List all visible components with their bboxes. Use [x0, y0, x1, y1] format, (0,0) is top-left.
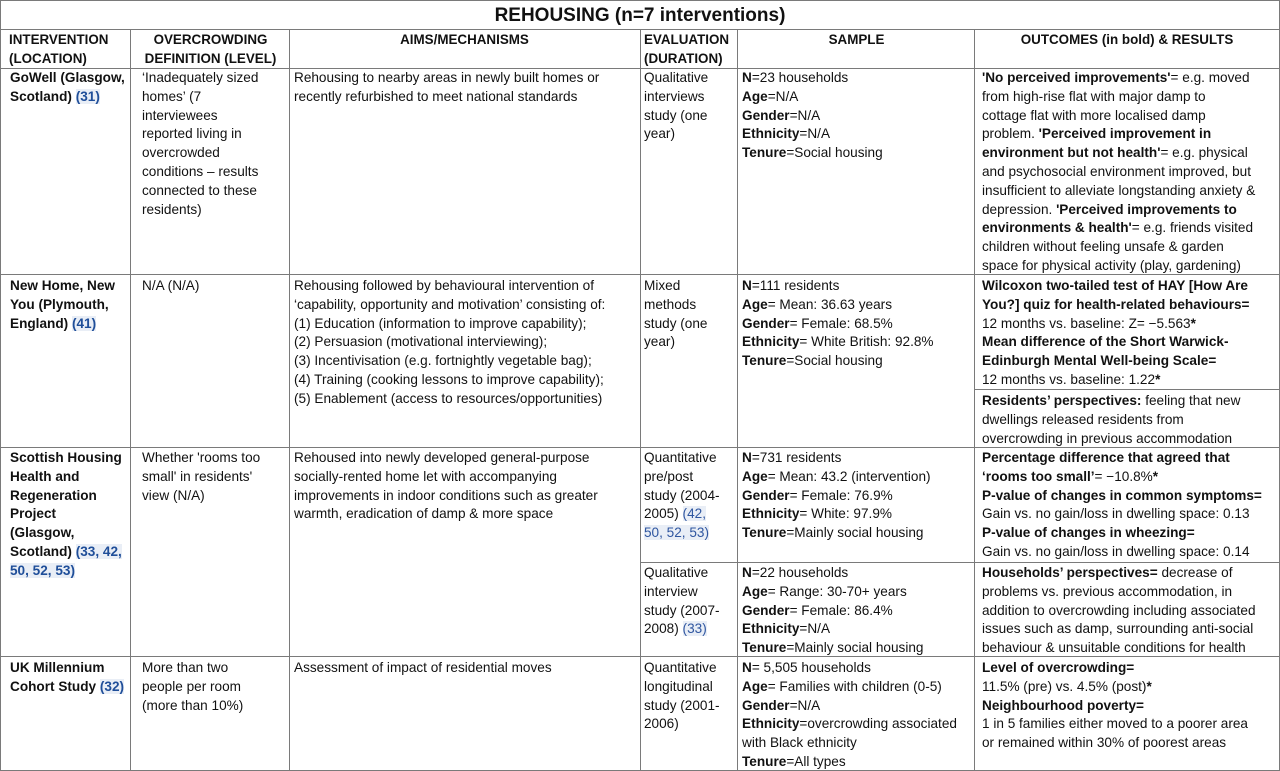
sample-line: [742, 468, 972, 487]
intervention-line: You (Plymouth,: [10, 296, 109, 312]
sample-value: =Social housing: [786, 145, 883, 161]
text-line: methods: [644, 296, 697, 312]
intervention-line: [10, 678, 130, 697]
text-line: N/A (N/A): [142, 278, 200, 293]
column-divider: [130, 30, 131, 770]
outcome-label: P-value of changes in wheezing=: [982, 525, 1195, 541]
sample-line: [742, 639, 972, 658]
scottish-intervention: [10, 449, 130, 581]
text-line: recently refurbished to meet national standards: [294, 88, 578, 104]
ukmcs-intervention: [10, 659, 130, 697]
intervention-line: New Home, New: [10, 278, 115, 293]
column-divider: [737, 30, 738, 770]
sample-value: =N/A: [789, 107, 821, 123]
sample-key: Ethnicity: [742, 716, 800, 732]
outcome-text: = −10.8%: [1094, 468, 1153, 484]
text-line: Quantitative: [644, 660, 717, 675]
outcome-label: Neighbourhood poverty=: [982, 697, 1144, 713]
outcome-label: environment but not health': [982, 145, 1161, 161]
text-line: year): [644, 334, 675, 350]
text-fragment: 2008): [644, 621, 683, 637]
intervention-line: Project: [10, 506, 57, 522]
outcome-text: Gain vs. no gain/loss in dwelling space: 0.13: [982, 506, 1250, 522]
sample-line: [742, 505, 972, 524]
outcome-text: 12 months vs. baseline: 1.22: [982, 371, 1156, 387]
intervention-text: Scotland): [10, 88, 76, 104]
outcome-text: from high-rise flat with major damp to: [982, 88, 1206, 104]
sample-line: [742, 125, 972, 144]
text-line: Mixed: [644, 278, 681, 293]
text-line: warmth, eradication of damp & more space: [294, 506, 554, 522]
outcome-line: [982, 392, 1278, 411]
sample-key: N: [742, 278, 752, 293]
sample-line: [742, 277, 972, 296]
text-line: view (N/A): [142, 487, 205, 503]
text-line: interviewees: [142, 107, 218, 123]
sample-key: Gender: [742, 487, 790, 503]
sample-key: Ethnicity: [742, 126, 800, 142]
column-divider: [974, 30, 975, 770]
sample-key: Gender: [742, 602, 790, 618]
text-line: Qualitative: [644, 565, 709, 580]
sample-line: [742, 449, 972, 468]
text-line: study (one: [644, 107, 708, 123]
outcome-label: environments & health': [982, 220, 1132, 236]
text-fragment: 2005): [644, 506, 683, 522]
text-line: reported living in: [142, 126, 242, 142]
scottish-evaluation-quant: [644, 449, 736, 543]
citation-link[interactable]: (31): [75, 88, 100, 104]
sample-value: with Black ethnicity: [742, 735, 857, 751]
outcome-line: [982, 315, 1278, 334]
sample-key: N: [742, 660, 752, 675]
sample-key: Ethnicity: [742, 506, 800, 522]
newhome-intervention: [10, 277, 130, 333]
citation-link[interactable]: (42,: [682, 506, 706, 522]
outcome-label: ‘rooms too small’: [982, 468, 1095, 484]
sample-line: [742, 333, 972, 352]
newhome-outcomes-quant: [982, 277, 1278, 390]
sample-key: Ethnicity: [742, 621, 800, 637]
scottish-sample-quant: [742, 449, 972, 543]
intervention-line: UK Millennium: [10, 660, 105, 675]
text-line: (2) Persuasion (motivational interviewing);: [294, 334, 548, 350]
column-divider: [289, 30, 290, 770]
sample-line: [742, 602, 972, 621]
scottish-sample-qual: [742, 564, 972, 658]
text-line: Rehousing followed by behavioural intervention of: [294, 278, 595, 293]
sample-value: =22 households: [751, 565, 849, 580]
sample-line: [742, 88, 972, 107]
outcome-line: [982, 163, 1278, 182]
sample-value: = Families with children (0-5): [767, 678, 942, 694]
sample-value: =731 residents: [751, 450, 842, 465]
outcome-label: 'No perceived improvements': [982, 70, 1171, 85]
header-intervention-line: (LOCATION): [9, 50, 87, 66]
outcome-text: = e.g. moved: [1170, 70, 1250, 85]
header-intervention: [9, 30, 129, 69]
outcome-line: [982, 88, 1278, 107]
scottish-evaluation-qual: [644, 564, 736, 639]
outcome-text: addition to overcrowding including associated: [982, 602, 1256, 618]
outcome-line: [982, 352, 1278, 371]
outcome-text: overcrowding in previous accommodation: [982, 430, 1233, 446]
header-aims: AIMS/MECHANISMS: [400, 32, 529, 47]
outcome-line: [982, 219, 1278, 238]
sample-value: =N/A: [799, 126, 831, 142]
intervention-line: [10, 88, 130, 107]
newhome-sample: [742, 277, 972, 371]
outcome-line: [982, 487, 1278, 506]
text-line: interviews: [644, 88, 705, 104]
header-overcrowding: [132, 30, 289, 69]
column-divider: [640, 30, 641, 770]
outcome-line: [982, 201, 1278, 220]
sample-value: =All types: [786, 753, 846, 769]
newhome-aims: [294, 277, 638, 409]
text-line: study (2004-: [644, 487, 720, 503]
outcome-line: [982, 678, 1278, 697]
text-line: More than two: [142, 660, 229, 675]
ukmcs-aims: [294, 659, 638, 678]
newhome-outcomes-qual: [982, 392, 1278, 448]
outcome-label: Wilcoxon two-tailed test of HAY [How Are: [982, 278, 1248, 293]
sample-key: Age: [742, 583, 768, 599]
text-line: ‘Inadequately sized: [142, 70, 259, 85]
sample-key: Gender: [742, 107, 790, 123]
gowell-overcrowding: [142, 69, 288, 219]
outcome-text: behaviour & unsuitable conditions for health: [982, 640, 1246, 656]
intervention-line: (Glasgow,: [10, 525, 75, 541]
citation-link[interactable]: 50, 52, 53): [644, 525, 709, 541]
sample-value: = White: 97.9%: [799, 506, 892, 522]
sample-key: Tenure: [742, 525, 787, 541]
outcome-line: [982, 238, 1278, 257]
text-line: overcrowded: [142, 145, 220, 161]
sample-line: [742, 144, 972, 163]
text-line: ‘capability, opportunity and motivation’ consisting of:: [294, 296, 606, 312]
outcome-line: [982, 564, 1278, 583]
outcome-line: [982, 430, 1278, 449]
outcome-label: Mean difference of the Short Warwick-: [982, 334, 1229, 350]
intervention-line: Health and: [10, 468, 80, 484]
text-line: conditions – results: [142, 163, 259, 179]
sample-line: [742, 107, 972, 126]
outcome-line: [982, 333, 1278, 352]
sample-key: Tenure: [742, 640, 787, 656]
outcome-line: [982, 734, 1278, 753]
sample-value: = Female: 68.5%: [789, 315, 893, 331]
gowell-aims: [294, 69, 638, 107]
sample-value: = Mean: 43.2 (intervention): [767, 468, 931, 484]
sample-line: [742, 659, 972, 678]
outcome-line: [982, 602, 1278, 621]
outcome-text: 11.5% (pre) vs. 4.5% (post): [982, 678, 1147, 694]
sample-value: =111 residents: [751, 278, 840, 293]
ukmcs-outcomes: [982, 659, 1278, 753]
text-line: residents): [142, 201, 202, 217]
outcome-label: *: [1155, 371, 1161, 387]
text-line: [644, 620, 736, 639]
text-line: study (2007-: [644, 602, 720, 618]
outcome-label: 'Perceived improvements to: [1056, 201, 1237, 217]
sample-value: =Social housing: [786, 353, 883, 369]
outcome-line: [982, 697, 1278, 716]
outcome-label: Edinburgh Mental Well-being Scale=: [982, 353, 1217, 369]
intervention-line: Scottish Housing: [10, 450, 122, 465]
outcome-text: children without feeling unsafe & garden: [982, 239, 1224, 255]
outcome-label: Residents’ perspectives:: [982, 393, 1142, 408]
sample-line: [742, 524, 972, 543]
outcome-label: Households’ perspectives=: [982, 565, 1158, 580]
text-line: (3) Incentivisation (e.g. fortnightly vegetable bag);: [294, 353, 592, 369]
text-line: Quantitative: [644, 450, 717, 465]
outcome-text: problems vs. previous accommodation, in: [982, 583, 1233, 599]
gowell-outcomes: [982, 69, 1278, 276]
outcome-text: space for physical activity (play, gardening): [982, 257, 1241, 273]
outcome-line: [982, 505, 1278, 524]
outcome-text: Gain vs. no gain/loss in dwelling space: 0.14: [982, 543, 1250, 559]
citation-link[interactable]: 50, 52, 53): [10, 562, 75, 578]
text-line: longitudinal: [644, 678, 713, 694]
outcome-line: [982, 715, 1278, 734]
sample-value: =23 households: [751, 70, 849, 85]
outcome-label: Percentage difference that agreed that: [982, 450, 1230, 465]
sample-line: [742, 715, 972, 734]
sample-value: = 5,505 households: [751, 660, 871, 675]
sample-line: [742, 753, 972, 771]
outcome-line: [982, 449, 1278, 468]
header-evaluation: [644, 30, 739, 69]
sample-line: [742, 583, 972, 602]
outcome-line: [982, 411, 1278, 430]
sample-line: [742, 296, 972, 315]
intervention-line: Regeneration: [10, 487, 97, 503]
sample-key: Age: [742, 468, 768, 484]
sample-value: =N/A: [767, 88, 799, 104]
text-line: [644, 524, 736, 543]
outcome-text: problem.: [982, 126, 1039, 142]
sample-line: [742, 487, 972, 506]
outcome-line: [982, 524, 1278, 543]
outcome-text: feeling that new: [1141, 393, 1241, 408]
text-line: small' in residents': [142, 468, 253, 484]
outcome-text: 12 months vs. baseline: Z= −5.563: [982, 315, 1191, 331]
outcome-text: issues such as damp, surrounding anti-social: [982, 621, 1254, 637]
ukmcs-sample: [742, 659, 972, 771]
sample-value: = Female: 86.4%: [789, 602, 893, 618]
outcome-text: = e.g. physical: [1160, 145, 1248, 161]
outcome-text: = e.g. friends visited: [1131, 220, 1254, 236]
text-line: connected to these: [142, 182, 257, 198]
outcome-text: or remained within 30% of poorest areas: [982, 735, 1227, 751]
outcome-text: dwellings released residents from: [982, 411, 1184, 427]
outcome-label: You?] quiz for health-related behaviours=: [982, 296, 1250, 312]
sample-key: Tenure: [742, 145, 787, 161]
text-line: interview: [644, 583, 698, 599]
text-line: study (2001-: [644, 697, 720, 713]
text-line: Rehoused into newly developed general-purpose: [294, 450, 590, 465]
sample-key: Age: [742, 678, 768, 694]
text-line: pre/post: [644, 468, 694, 484]
text-line: 2006): [644, 716, 679, 732]
intervention-text: Scotland): [10, 543, 76, 559]
header-overcrowding-line: DEFINITION (LEVEL): [144, 50, 277, 66]
header-intervention-line: INTERVENTION: [9, 32, 109, 47]
citation-link[interactable]: (33, 42,: [75, 543, 122, 559]
gowell-sample: [742, 69, 972, 163]
sample-line: [742, 69, 972, 88]
text-line: study (one: [644, 315, 708, 331]
sample-key: Age: [742, 296, 768, 312]
outcome-text: cottage flat with more localised damp: [982, 107, 1206, 123]
scottish-overcrowding: [142, 449, 288, 505]
header-evaluation-line: (DURATION): [644, 50, 723, 66]
text-line: (1) Education (information to improve capability);: [294, 315, 587, 331]
text-line: improvements in indoor conditions such as greater: [294, 487, 598, 503]
citation-link[interactable]: (33): [682, 621, 707, 637]
sample-key: Ethnicity: [742, 334, 800, 350]
outcome-text: 1 in 5 families either moved to a poorer area: [982, 716, 1248, 732]
text-line: Rehousing to nearby areas in newly built homes or: [294, 70, 600, 85]
outcome-label: 'Perceived improvement in: [1038, 126, 1212, 142]
sample-line: [742, 678, 972, 697]
sample-value: =Mainly social housing: [786, 525, 924, 541]
text-line: Whether 'rooms too: [142, 450, 261, 465]
sample-line: [742, 564, 972, 583]
text-line: socially-rented home let with accompanying: [294, 468, 557, 484]
outcome-label: P-value of changes in common symptoms=: [982, 487, 1262, 503]
text-line: homes’ (7: [142, 88, 202, 104]
outcome-line: [982, 107, 1278, 126]
sample-value: =Mainly social housing: [786, 640, 924, 656]
outcome-line: [982, 69, 1278, 88]
intervention-text: Cohort Study: [10, 678, 100, 694]
outcome-line: [982, 543, 1278, 562]
sample-value: = Mean: 36.63 years: [767, 296, 892, 312]
table-title: REHOUSING (n=7 interventions): [1, 1, 1279, 30]
text-line: (5) Enablement (access to resources/opportunities): [294, 390, 603, 406]
text-line: year): [644, 126, 675, 142]
outcome-label: *: [1146, 678, 1152, 694]
sample-value: =overcrowding associated: [799, 716, 957, 732]
ukmcs-evaluation: [644, 659, 736, 734]
citation-link[interactable]: (32): [99, 678, 125, 694]
outcome-text: insufficient to alleviate longstanding anxiety &: [982, 182, 1256, 198]
outcome-line: [982, 639, 1278, 658]
newhome-evaluation: [644, 277, 736, 352]
outcome-text: and psychosocial environment improved, but: [982, 163, 1252, 179]
text-line: (more than 10%): [142, 697, 244, 713]
outcome-line: [982, 468, 1278, 487]
sample-key: Tenure: [742, 353, 787, 369]
outcome-line: [982, 583, 1278, 602]
scottish-aims: [294, 449, 638, 524]
header-outcomes: OUTCOMES (in bold) & RESULTS: [1020, 32, 1234, 47]
outcome-line: [982, 125, 1278, 144]
intervention-line: GoWell (Glasgow,: [10, 70, 125, 85]
outcome-line: [982, 182, 1278, 201]
sample-value: = White British: 92.8%: [799, 334, 934, 350]
outcome-label: *: [1152, 468, 1159, 484]
sample-key: Gender: [742, 697, 790, 713]
ukmcs-overcrowding: [142, 659, 288, 715]
intervention-line: [10, 315, 130, 334]
outcome-text: decrease of: [1157, 565, 1233, 580]
text-line: Qualitative: [644, 70, 709, 85]
sample-line: [742, 734, 972, 753]
outcome-text: depression.: [982, 201, 1057, 217]
outcome-line: [982, 371, 1278, 390]
header-sample: SAMPLE: [828, 32, 885, 47]
gowell-intervention: [10, 69, 130, 107]
text-line: people per room: [142, 678, 241, 694]
sample-key: N: [742, 70, 752, 85]
outcome-line: [982, 277, 1278, 296]
sample-line: [742, 315, 972, 334]
intervention-line: [10, 543, 130, 562]
scottish-outcomes-qual: [982, 564, 1278, 658]
sample-line: [742, 352, 972, 371]
text-line: (4) Training (cooking lessons to improve capability);: [294, 371, 604, 387]
sample-value: =N/A: [789, 697, 821, 713]
newhome-overcrowding: [142, 277, 288, 296]
sample-line: [742, 697, 972, 716]
text-line: Assessment of impact of residential moves: [294, 660, 552, 675]
sample-value: =N/A: [799, 621, 831, 637]
sample-value: = Female: 76.9%: [789, 487, 893, 503]
intervention-text: England): [10, 315, 72, 331]
gowell-evaluation: [644, 69, 736, 144]
outcome-line: [982, 144, 1278, 163]
outcome-line: [982, 620, 1278, 639]
outcome-label: Level of overcrowding=: [982, 660, 1135, 675]
sample-key: Age: [742, 88, 768, 104]
sample-line: [742, 620, 972, 639]
outcome-label: *: [1190, 315, 1196, 331]
text-line: [644, 505, 736, 524]
header-evaluation-line: EVALUATION: [644, 32, 730, 47]
outcome-line: [982, 296, 1278, 315]
outcome-line: [982, 659, 1278, 678]
scottish-outcomes-quant: [982, 449, 1278, 562]
cell-divider: [640, 562, 1279, 563]
sample-value: = Range: 30-70+ years: [767, 583, 907, 599]
header-overcrowding-line: OVERCROWDING: [153, 32, 268, 47]
sample-key: N: [742, 450, 752, 465]
sample-key: N: [742, 565, 752, 580]
outcome-line: [982, 257, 1278, 276]
sample-key: Gender: [742, 315, 790, 331]
citation-link[interactable]: (41): [71, 315, 97, 331]
intervention-line: [10, 562, 130, 581]
sample-key: Tenure: [742, 753, 787, 769]
